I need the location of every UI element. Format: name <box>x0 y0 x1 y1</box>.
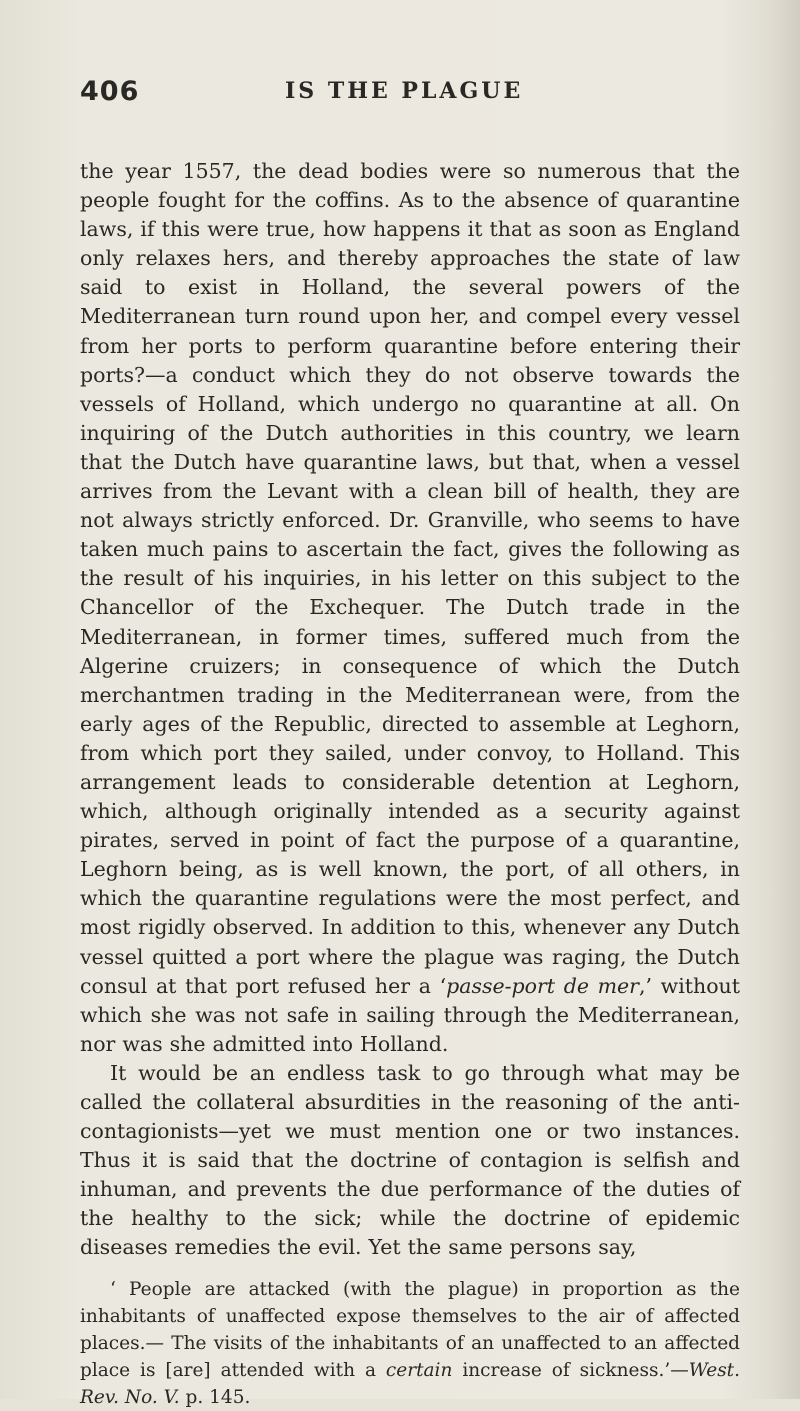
paragraph-1 <box>80 157 740 1059</box>
block-quote <box>80 1276 740 1411</box>
quote-italic: certain <box>385 1360 453 1381</box>
quote-reference: West. Rev. No. V. <box>80 1360 740 1408</box>
page-number: 406 <box>80 76 140 107</box>
quote-page: p. 145. <box>179 1387 251 1408</box>
paragraph-1-after: ,’ without which she was not safe in sailing through the Mediterranean, nor was she admitted into Holland. <box>80 973 740 1056</box>
paragraph-2: It would be an endless task to go through what may be called the collateral absurdities in the reasoning of the anti-contagionists—yet we must mention one or two instances. Thus it is said that the doctrine of contagion is selfish and inhuman, and prevents the due performance of the duties of the healthy to the sick; while the doctrine of epidemic diseases remedies the evil. Yet the same persons say, <box>80 1060 740 1260</box>
quote-after: increase of sickness.’— <box>452 1360 689 1381</box>
body-text <box>80 157 740 1263</box>
paragraph-1-italic: passe-port de mer <box>446 973 639 998</box>
page-edge-shadow <box>770 0 800 1399</box>
quote-text: ‘ People are attacked (with the plague) in proportion as the inhabitants of unaffected expose themselves to the air of affected places.— The visits of the inhabitants of an unaffected to an affected place is [are] attended with a <box>80 1279 740 1381</box>
page-header <box>80 76 740 116</box>
paragraph-1-text: the year 1557, the dead bodies were so numerous that the people fought for the coffins. As to the absence of quarantine laws, if this were true, how happens it that as soon as England only relaxes hers, and thereby approaches the state of law said to exist in Holland, the several powers of the Mediterranean turn round upon her, and compel every vessel from her ports to perform quarantine before entering their ports?—a conduct which they do not observe towards the vessels of Holland, which undergo no quarantine at all. On inquiring of the Dutch authorities in this country, we learn that the Dutch have quarantine laws, but that, when a vessel arrives from the Levant with a clean bill of health, they are not always strictly enforced. Dr. Granville, who seems to have taken much pains to ascertain the fact, gives the following as the result of his inquiries, in his letter on this subject to the Chancellor of the Exchequer. The Dutch trade in the Mediterranean, in former times, suffered much from the Algerine cruizers; in consequence of which the Dutch merchantmen trading in the Mediterranean were, from the early ages of the Republic, directed to assemble at Leghorn, from which port they sailed, under convoy, to Holland. This arrangement leads to considerable detention at Leghorn, which, although originally intended as a security against pirates, served in point of fact the purpose of a quarantine, Leghorn being, as is well known, the port, of all others, in which the quarantine regulations were the most perfect, and most rigidly observed. In addition to this, whenever any Dutch vessel quitted a port where the plague was raging, the Dutch consul at that port refused her a ‘ <box>80 159 740 998</box>
running-head: IS THE PLAGUE <box>285 78 524 104</box>
